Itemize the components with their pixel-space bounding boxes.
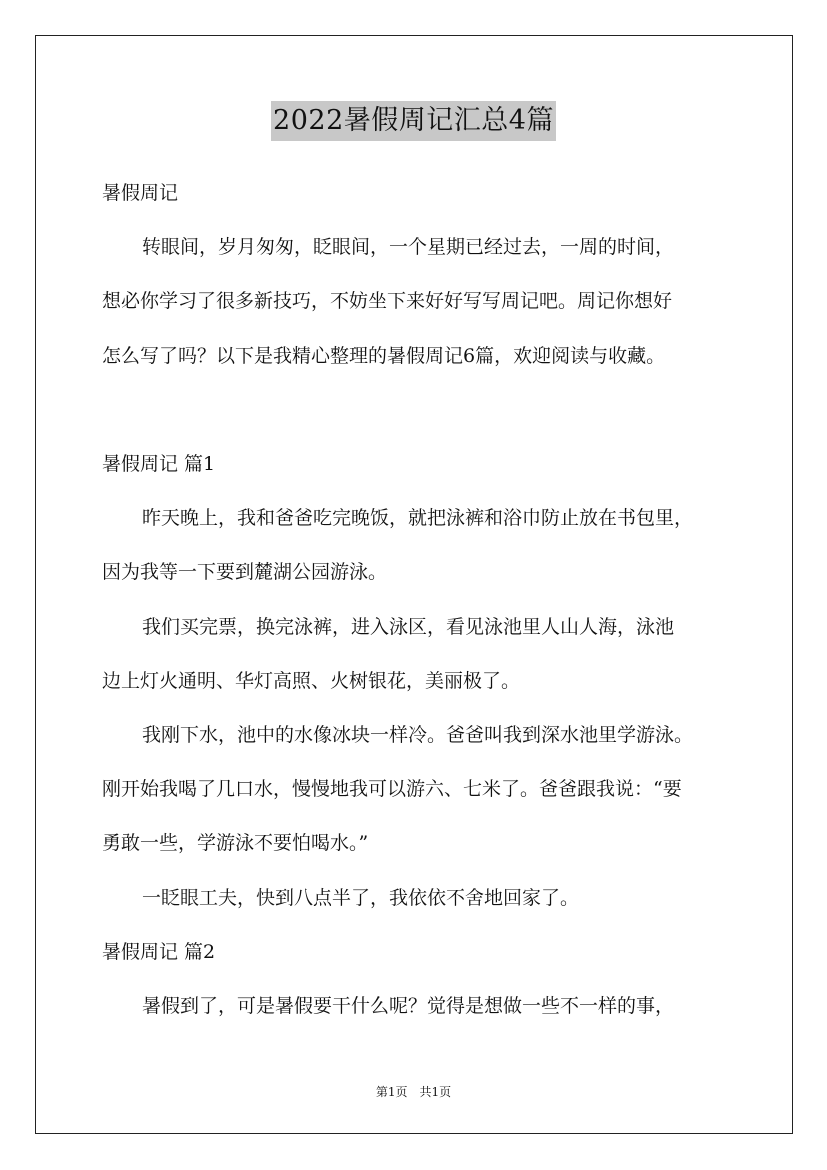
paragraph-line: 一眨眼工夫，快到八点半了，我依依不舍地回家了。 bbox=[142, 887, 580, 909]
section-heading: 暑假周记 篇2 bbox=[102, 941, 216, 963]
paragraph-line: 怎么写了吗？以下是我精心整理的暑假周记6篇，欢迎阅读与收藏。 bbox=[102, 345, 666, 367]
paragraph-line: 暑假到了，可是暑假要干什么呢？觉得是想做一些不一样的事， bbox=[142, 995, 675, 1017]
section-heading: 暑假周记 bbox=[102, 182, 179, 204]
paragraph-line: 勇敢一些，学游泳不要怕喝水。” bbox=[102, 832, 369, 854]
paragraph-line: 边上灯火通明、华灯高照、火树银花，美丽极了。 bbox=[102, 670, 521, 692]
title-container bbox=[0, 101, 827, 141]
paragraph-line: 我刚下水，池中的水像冰块一样冷。爸爸叫我到深水池里学游泳。 bbox=[142, 724, 694, 746]
paragraph-line: 转眼间，岁月匆匆，眨眼间，一个星期已经过去，一周的时间， bbox=[142, 236, 675, 258]
page-footer: 第1页 共1页 bbox=[375, 1085, 452, 1099]
paragraph-line: 因为我等一下要到麓湖公园游泳。 bbox=[102, 561, 388, 583]
paragraph-line: 想必你学习了很多新技巧，不妨坐下来好好写写周记吧。周记你想好 bbox=[102, 290, 673, 312]
paragraph-line: 我们买完票，换完泳裤，进入泳区，看见泳池里人山人海，泳池 bbox=[142, 616, 675, 638]
paragraph-line: 刚开始我喝了几口水，慢慢地我可以游六、七米了。爸爸跟我说：“要 bbox=[102, 778, 682, 800]
section-heading: 暑假周记 篇1 bbox=[102, 453, 216, 475]
document-title: 2022暑假周记汇总4篇 bbox=[271, 101, 556, 141]
paragraph-line: 昨天晚上，我和爸爸吃完晚饭，就把泳裤和浴巾防止放在书包里， bbox=[142, 507, 694, 529]
